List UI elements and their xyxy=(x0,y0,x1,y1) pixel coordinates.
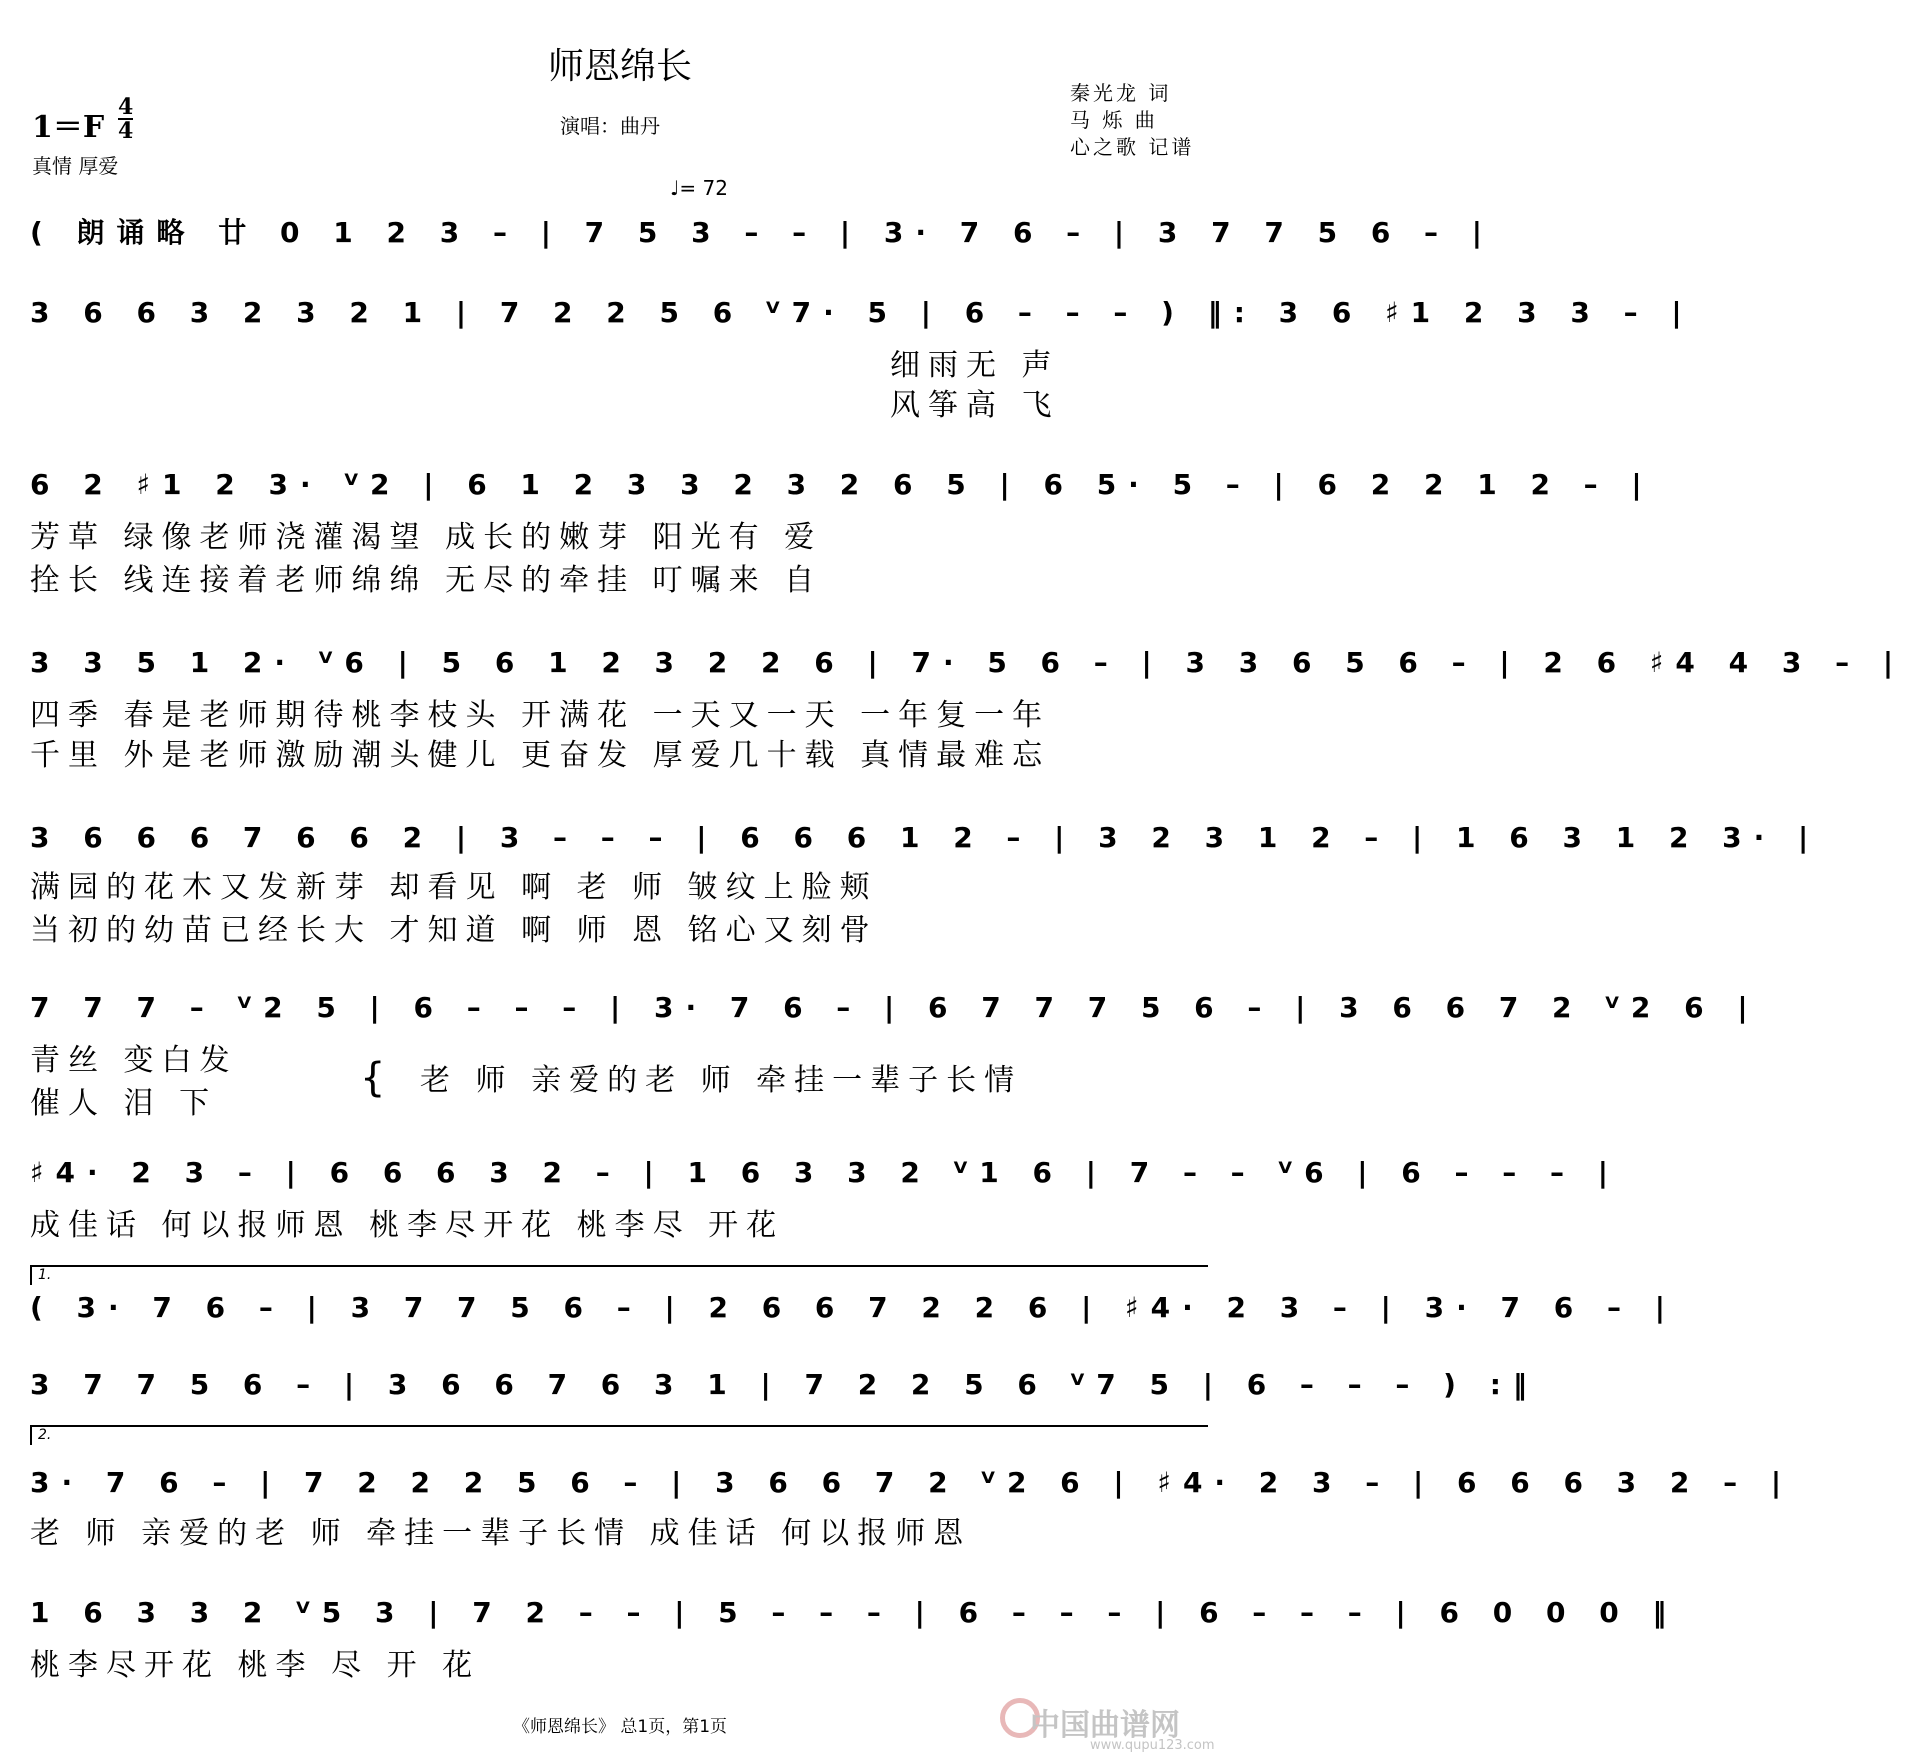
lyric-line: 桃李尽开花 桃李 尽 开 花 xyxy=(30,1648,481,1683)
song-title: 师恩绵长 xyxy=(547,46,692,87)
volta-1: 1. xyxy=(30,1265,1208,1285)
brace-icon: { xyxy=(360,1055,394,1101)
lyric-line: 催人 泪 下 xyxy=(30,1086,218,1121)
score-line-9 xyxy=(30,1362,1539,1422)
notes: 3· 7 6 – | 7 2 2 2 5 6 – | 3 6 6 7 2 ⱽ2 6 | ♯4· 2 3 – | 6 6 6 3 2 – | xyxy=(30,1466,1794,1499)
lyric-line: 四季 春是老师期待桃李枝头 开满花 一天又一天 一年复一年 xyxy=(30,698,1051,733)
lyric-line: 青丝 变白发 xyxy=(30,1043,238,1078)
notes: ( 朗诵略 廿 0 1 2 3 – | 7 5 3 – – | 3· 7 6 – | 3 7 7 5 6 – | xyxy=(30,216,1495,249)
notes: 1 6 3 3 2 ⱽ5 3 | 7 2 – – | 5 – – – | 6 – – – | 6 – – – | 6 0 0 0 ‖ xyxy=(30,1596,1679,1629)
lyric-line: 当初的幼苗已经长大 才知道 啊 师 恩 铭心又刻骨 xyxy=(30,913,878,948)
lyric-line: 芳草 绿像老师浇灌渴望 成长的嫩芽 阳光有 爱 xyxy=(30,520,823,555)
lyric-line: 千里 外是老师激励潮头健儿 更奋发 厚爱几十载 真情最难忘 xyxy=(30,738,1051,773)
time-signature xyxy=(118,96,133,142)
transcriber-credit: 心之歌 记谱 xyxy=(1070,135,1195,159)
notes: 3 7 7 5 6 – | 3 6 6 7 6 3 1 | 7 2 2 5 6 ⱽ7 5 | 6 – – – ) :‖ xyxy=(30,1368,1539,1401)
score-line-8 xyxy=(30,1285,1677,1345)
credits xyxy=(1070,80,1194,161)
lyric-line: 满园的花木又发新芽 却看见 啊 老 师 皱纹上脸颊 xyxy=(30,870,878,905)
performance-mood: 真情 厚爱 xyxy=(32,154,119,178)
lyric-line: 风筝高 飞 xyxy=(890,388,1060,423)
notes: ♯4· 2 3 – | 6 6 6 3 2 – | 1 6 3 3 2 ⱽ1 6 | 7 – – ⱽ6 | 6 – – – | xyxy=(30,1156,1620,1189)
time-signature-bottom: 4 xyxy=(118,118,134,144)
notes: 3 3 5 1 2· ⱽ6 | 5 6 1 2 3 2 2 6 | 7· 5 6 – | 3 3 6 5 6 – | 2 6 ♯4 4 3 – | xyxy=(30,646,1905,679)
volta-2: 2. xyxy=(30,1425,1208,1445)
tempo-marking: ♩= 72 xyxy=(670,176,728,200)
watermark-url: www.qupu123.com xyxy=(1090,1738,1215,1753)
page-footer: 《师恩绵长》 总1页，第1页 xyxy=(512,1717,728,1737)
lyricist-credit: 秦光龙 词 xyxy=(1070,81,1172,105)
singer-credit: 演唱：曲丹 xyxy=(560,114,660,138)
notes: 3 6 6 3 2 3 2 1 | 7 2 2 5 6 ⱽ7· 5 | 6 – – – ) ‖: 3 6 ♯1 2 3 3 – | xyxy=(30,296,1694,329)
lyric-line: 细雨无 声 xyxy=(890,348,1060,383)
lyric-line: 老 师 亲爱的老 师 牵挂一辈子长情 成佳话 何以报师恩 xyxy=(30,1516,972,1551)
key-signature: 1＝F xyxy=(32,110,105,145)
notes: 3 6 6 6 7 6 6 2 | 3 – – – | 6 6 6 1 2 – | 3 2 3 1 2 – | 1 6 3 1 2 3· | xyxy=(30,821,1821,854)
composer-credit: 马 烁 曲 xyxy=(1070,108,1158,132)
lyric-line: 老 师 亲爱的老 师 牵挂一辈子长情 xyxy=(420,1063,1023,1098)
score-line-1 xyxy=(30,205,1495,265)
time-signature-top: 4 xyxy=(118,94,134,120)
watermark-name: 中国曲谱网 xyxy=(1030,1708,1180,1743)
lyric-line: 成佳话 何以报师恩 桃李尽开花 桃李尽 开花 xyxy=(30,1208,785,1243)
notes: 7 7 7 – ⱽ2 5 | 6 – – – | 3· 7 6 – | 6 7 7 7 5 6 – | 3 6 6 7 2 ⱽ2 6 | xyxy=(30,991,1760,1024)
lyric-line: 拴长 线连接着老师绵绵 无尽的牵挂 叮嘱来 自 xyxy=(30,563,823,598)
notes: ( 3· 7 6 – | 3 7 7 5 6 – | 2 6 6 7 2 2 6 | ♯4· 2 3 – | 3· 7 6 – | xyxy=(30,1291,1677,1324)
notes: 6 2 ♯1 2 3· ⱽ2 | 6 1 2 3 3 2 3 2 6 5 | 6 5· 5 – | 6 2 2 1 2 – | xyxy=(30,468,1654,501)
